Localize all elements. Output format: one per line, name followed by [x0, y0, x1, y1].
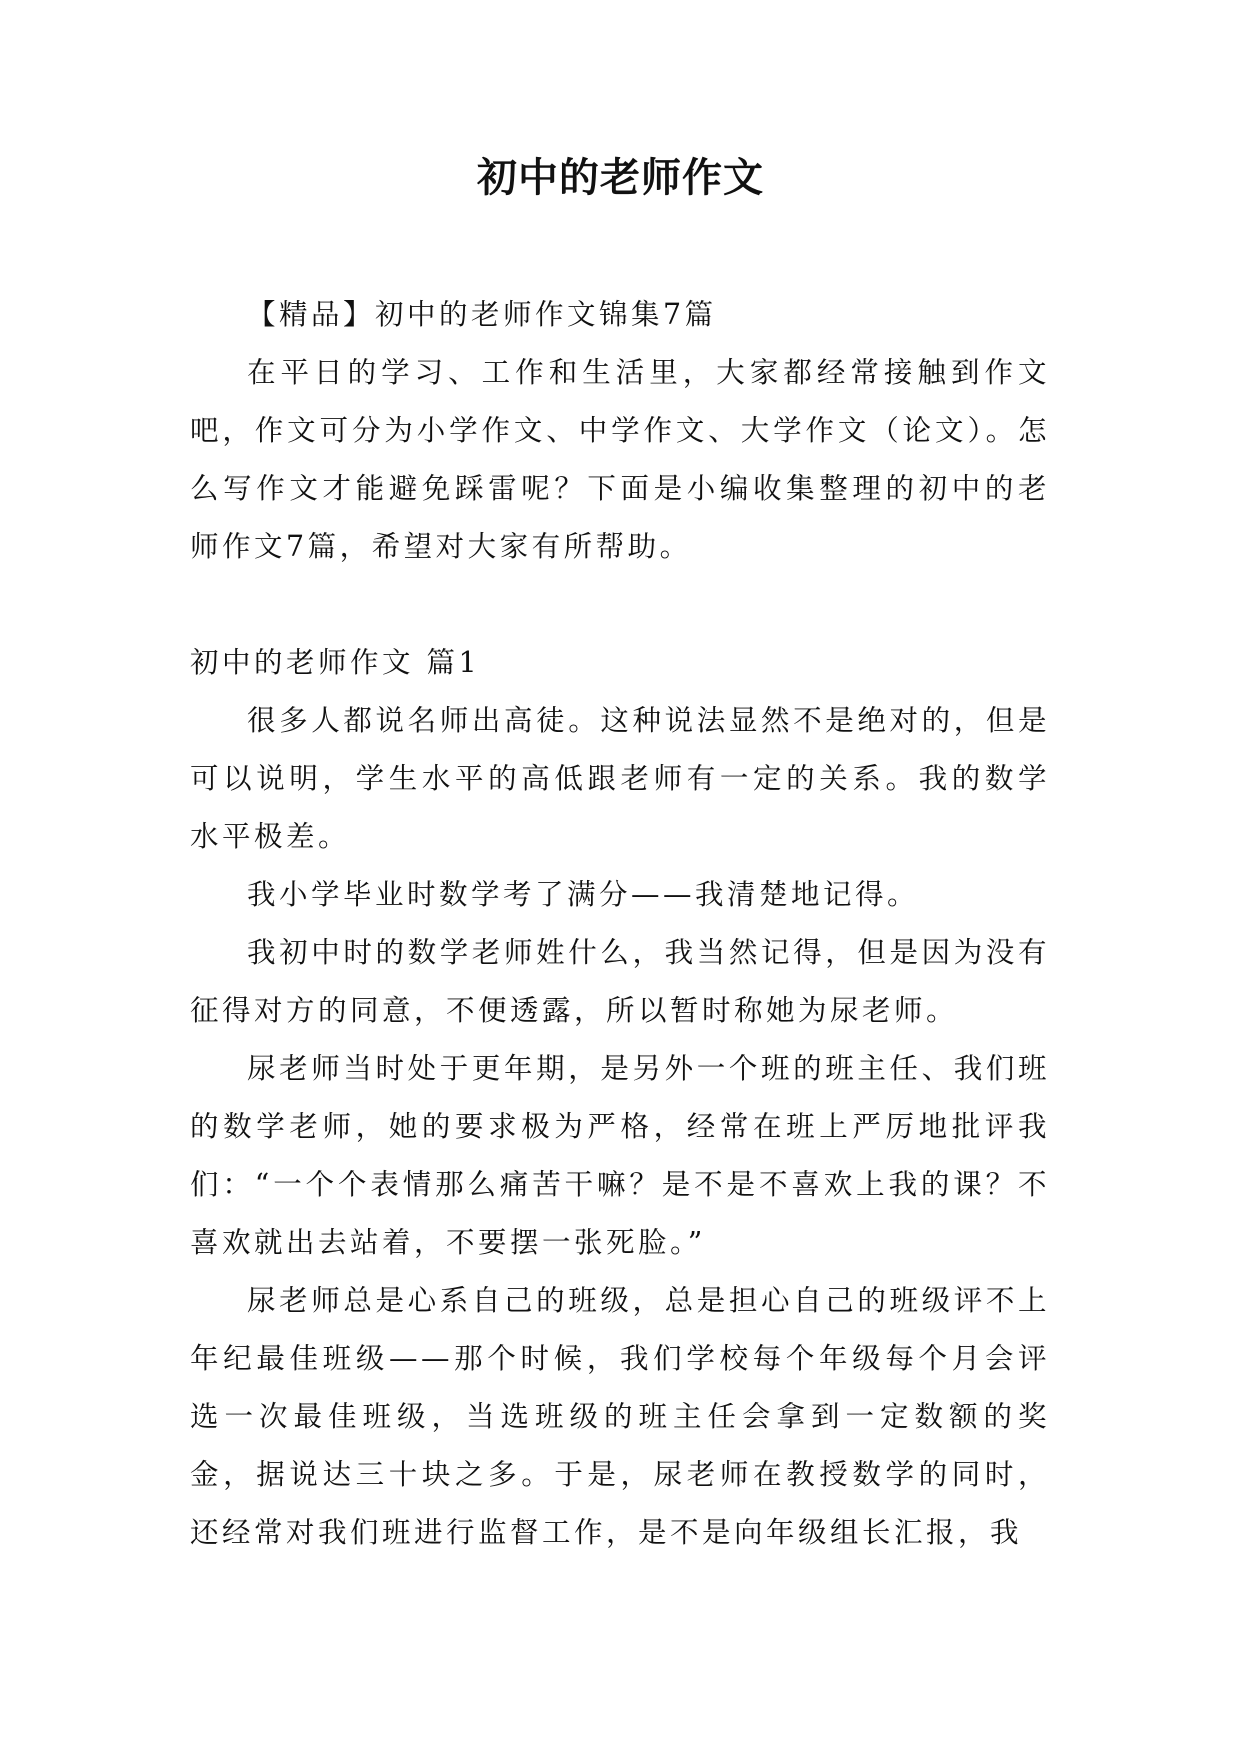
paragraph-spacer	[190, 576, 1050, 634]
document-body	[190, 286, 1050, 1562]
body-paragraph: 很多人都说名师出高徒。这种说法显然不是绝对的，但是可以说明，学生水平的高低跟老师有一定的关系。我的数学水平极差。	[190, 704, 1050, 853]
body-paragraph: 尿老师当时处于更年期，是另外一个班的班主任、我们班的数学老师，她的要求极为严格，经常在班上严厉地批评我们：“一个个表情那么痛苦干嘛？是不是不喜欢上我的课？不喜欢就出去站着，不要摆一张死脸。”	[190, 1052, 1050, 1259]
body-paragraph: 尿老师总是心系自己的班级，总是担心自己的班级评不上年纪最佳班级——那个时候，我们学校每个年级每个月会评选一次最佳班级，当选班级的班主任会拿到一定数额的奖金，据说达三十块之多。于是，尿老师在教授数学的同时，还经常对我们班进行监督工作，是不是向年级组长汇报，我	[190, 1284, 1050, 1549]
body-paragraph: 我初中时的数学老师姓什么，我当然记得，但是因为没有征得对方的同意，不便透露，所以暂时称她为尿老师。	[190, 936, 1050, 1027]
document-title: 初中的老师作文	[477, 154, 764, 201]
section-heading: 初中的老师作文 篇1	[190, 646, 481, 679]
intro-paragraph: 在平日的学习、工作和生活里，大家都经常接触到作文吧，作文可分为小学作文、中学作文、大学作文（论文）。怎么写作文才能避免踩雷呢？下面是小编收集整理的初中的老师作文7篇，希望对大家有所帮助。	[190, 356, 1050, 563]
body-paragraph: 我小学毕业时数学考了满分——我清楚地记得。	[247, 878, 920, 911]
document-subtitle: 【精品】初中的老师作文锦集7篇	[247, 298, 717, 331]
